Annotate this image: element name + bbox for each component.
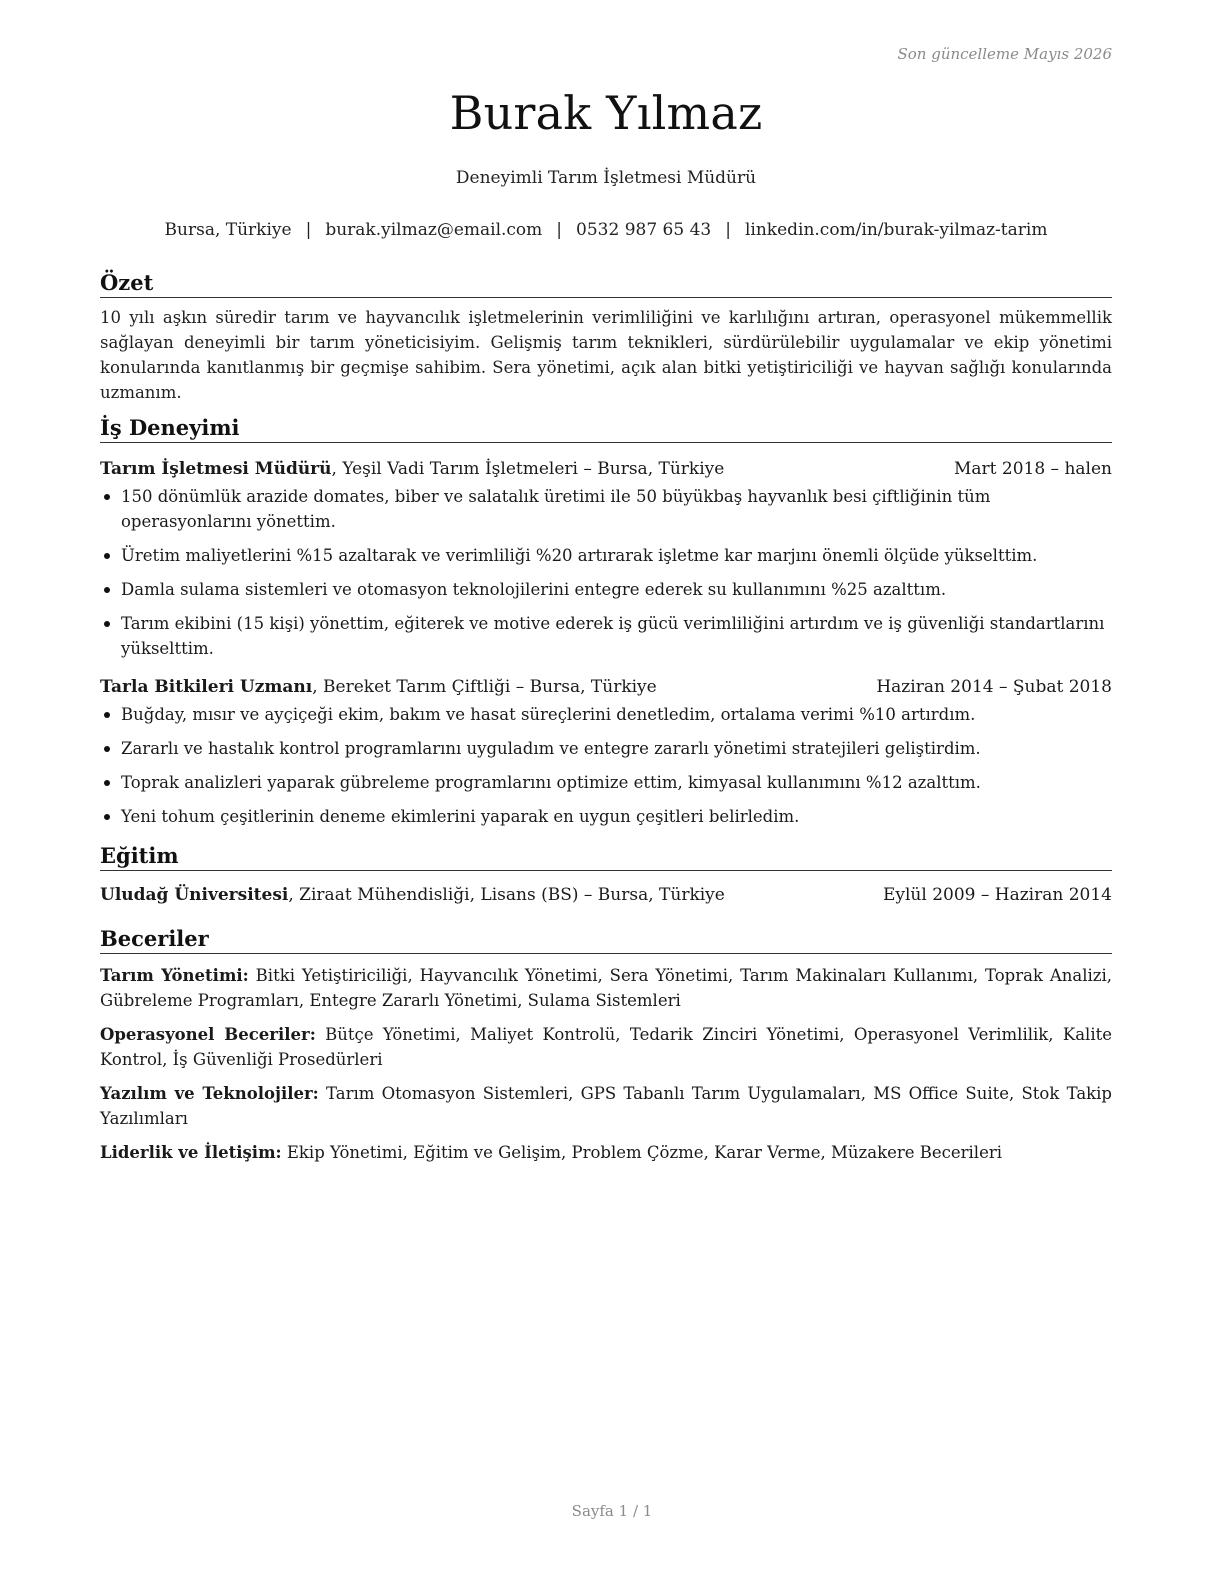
section-heading-summary: Özet bbox=[100, 270, 1112, 298]
job-bullet: Toprak analizleri yaparak gübreleme programlarını optimize ettim, kimyasal kullanımını %12 azalttım. bbox=[100, 770, 1112, 795]
section-heading-education: Eğitim bbox=[100, 843, 1112, 871]
job-company: , Yeşil Vadi Tarım İşletmeleri – Bursa, Türkiye bbox=[331, 459, 725, 479]
contact-phone: 0532 987 65 43 bbox=[576, 220, 712, 240]
skill-group-text: Ekip Yönetimi, Eğitim ve Gelişim, Problem Çözme, Karar Verme, Müzakere Becerileri bbox=[281, 1143, 1003, 1162]
job-bullet: Üretim maliyetlerini %15 azaltarak ve verimliliği %20 artırarak işletme kar marjını önemli ölçüde yükselttim. bbox=[100, 543, 1112, 568]
candidate-title: Deneyimli Tarım İşletmesi Müdürü bbox=[455, 168, 757, 188]
skill-group-label: Yazılım ve Teknolojiler: bbox=[100, 1084, 319, 1103]
contact-linkedin[interactable]: linkedin.com/in/burak-yilmaz-tarim bbox=[744, 220, 1048, 240]
job-bullet: Yeni tohum çeşitlerinin deneme ekimlerini yaparak en uygun çeşitleri belirledim. bbox=[100, 804, 1112, 829]
skill-group-text: Tarım Otomasyon Sistemleri, GPS Tabanlı Tarım Uygulamaları, MS Office Suite, Stok Takip Yazılımları bbox=[100, 1084, 1112, 1128]
job-bullet: 150 dönümlük arazide domates, biber ve salatalık üretimi ile 50 büyükbaş hayvanlık besi çiftliğinin tüm operasyonlarını yönettim. bbox=[100, 484, 1112, 534]
job-bullet: Buğday, mısır ve ayçiçeği ekim, bakım ve hasat süreçlerini denetledim, ortalama verimi %10 artırdım. bbox=[100, 702, 1112, 727]
skill-group-label: Tarım Yönetimi: bbox=[100, 966, 249, 985]
skill-group-label: Operasyonel Beceriler: bbox=[100, 1025, 316, 1044]
skill-group bbox=[100, 1022, 1112, 1072]
contact-separator: | bbox=[305, 220, 312, 240]
job-bullet: Zararlı ve hastalık kontrol programlarını uyguladım ve entegre zararlı yönetimi stratejileri geliştirdim. bbox=[100, 736, 1112, 761]
job-title-company bbox=[100, 457, 724, 482]
job-bullet: Tarım ekibini (15 kişi) yönettim, eğiterek ve motive ederek iş gücü verimliliğini artırdım ve iş güvenliği standartlarını yükselttim. bbox=[100, 611, 1112, 661]
resume-body bbox=[100, 270, 1112, 1165]
job-dates: Mart 2018 – halen bbox=[953, 459, 1112, 479]
page-number: Sayfa 1 / 1 bbox=[571, 1502, 653, 1520]
section-heading-skills: Beceriler bbox=[100, 926, 1112, 954]
job-header bbox=[100, 675, 1112, 700]
resume-page bbox=[100, 0, 1112, 1584]
job-dates: Haziran 2014 – Şubat 2018 bbox=[876, 677, 1112, 697]
job-company: , Bereket Tarım Çiftliği – Bursa, Türkiye bbox=[312, 677, 657, 697]
contact-separator: | bbox=[556, 220, 563, 240]
education-school-details bbox=[100, 883, 725, 908]
skill-group-label: Liderlik ve İletişim: bbox=[100, 1143, 282, 1162]
skill-group-text: Bütçe Yönetimi, Maliyet Kontrolü, Tedarik Zinciri Yönetimi, Operasyonel Verimlilik, Kalite Kontrol, İş Güvenliği Prosedürleri bbox=[100, 1025, 1112, 1069]
contact-separator: | bbox=[725, 220, 731, 240]
contact-email[interactable]: burak.yilmaz@email.com bbox=[325, 220, 543, 240]
job-bullets bbox=[100, 702, 1112, 829]
job-title-company bbox=[100, 675, 657, 700]
education-entry bbox=[100, 883, 1112, 908]
job-bullets bbox=[100, 484, 1112, 661]
skill-group bbox=[100, 963, 1112, 1013]
education-details: , Ziraat Mühendisliği, Lisans (BS) – Bursa, Türkiye bbox=[288, 885, 725, 905]
education-school: Uludağ Üniversitesi bbox=[100, 885, 289, 905]
last-updated: Son güncelleme Mayıs 2026 bbox=[897, 45, 1112, 63]
skill-group-text: Bitki Yetiştiriciliği, Hayvancılık Yönetimi, Sera Yönetimi, Tarım Makinaları Kullanımı, Toprak Analizi, Gübreleme Programları, Entegre Zararlı Yönetimi, Sulama Sistemleri bbox=[100, 966, 1112, 1010]
job-role: Tarla Bitkileri Uzmanı bbox=[100, 677, 313, 697]
section-heading-experience: İş Deneyimi bbox=[100, 415, 1112, 443]
skill-group bbox=[100, 1140, 1112, 1165]
education-dates: Eylül 2009 – Haziran 2014 bbox=[882, 885, 1112, 905]
contact-location: Bursa, Türkiye bbox=[164, 220, 292, 240]
job-header bbox=[100, 457, 1112, 482]
candidate-name: Burak Yılmaz bbox=[449, 86, 763, 140]
job-bullet: Damla sulama sistemleri ve otomasyon teknolojilerini entegre ederek su kullanımını %25 azalttım. bbox=[100, 577, 1112, 602]
summary-text: 10 yılı aşkın süredir tarım ve hayvancılık işletmelerinin verimliliğini ve karlılığını artıran, operasyonel mükemmellik sağlayan deneyimli bir tarım yöneticisiyim. Gelişmiş tarım teknikleri, sürdürülebilir uygulamalar ve ekip yönetimi konularında kanıtlanmış bir geçmişe sahibim. Sera yönetimi, açık alan bitki yetiştiriciliği ve hayvan sağlığı konularında uzmanım. bbox=[100, 308, 1112, 402]
contact-line bbox=[100, 220, 1112, 240]
job-role: Tarım İşletmesi Müdürü bbox=[100, 459, 332, 479]
skill-group bbox=[100, 1081, 1112, 1131]
